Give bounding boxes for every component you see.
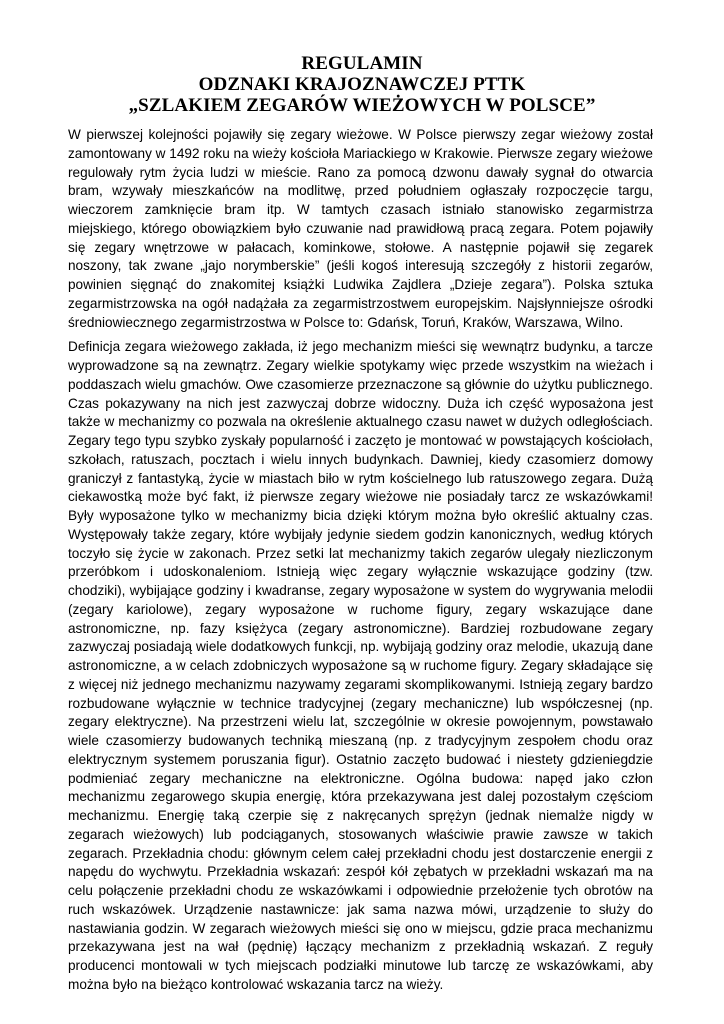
title-line-badge-name: ODZNAKI KRAJOZNAWCZEJ PTTK (198, 74, 526, 95)
paragraph-definition: Definicja zegara wieżowego zakłada, iż jego mechanizm mieści się wewnątrz budynku, a tarcze wyprowadzone są na zewnątrz. Zegary wielkie spotykamy więc przede wszystkim na wieżach i poddaszach wielu gmachów. Owe czasomierze przeznaczone są głównie do użytku publicznego. Czas pokazywany na nich jest zazwyczaj dobrze widoczny. Duża ich część wyposażona jest także w mechanizmy co pozwala na określenie aktualnego czasu nawet w dużych odległościach. Zegary tego typu szybko zyskały popularność i zaczęto je montować w powstających kościołach, szkołach, ratuszach, pocztach i wielu innych budynkach. Dawniej, kiedy czasomierz domowy graniczył z fantastyką, życie w miastach biło w rytm kościelnego lub ratuszowego zegara. Dużą ciekawostką może być fakt, iż pierwsze zegary wieżowe nie posiadały tarcz ze wskazówkami! Były wyposażone tylko w mechanizmy bicia dzięki którym można było określić aktualny czas. Występowały także zegary, które wybijały jedynie siedem godzin kanonicznych, według których toczyło się życie w zakonach. Przez setki lat mechanizmy takich zegarów ulegały niezliczonym przeróbkom i udoskonaleniom. Istnieją więc zegary wyłącznie wskazujące godziny (tzw. chodziki), wybijające godziny i kwadranse, zegary wyposażone w system do wygrywania melodii (zegary kariolowe), zegary wyposażone w ruchome figury, zegary wskazujące dane astronomiczne, np. fazy księżyca (zegary astronomiczne). Bardziej rozbudowane zegary zazwyczaj posiadają wiele dodatkowych funkcji, np. wybijają godziny oraz melodie, ukazują dane astronomiczne, a w celach zdobniczych wyposażone są w ruchome figury. Zegary składające się z więcej niż jednego mechanizmu nazywamy zegarami skomplikowanymi. Istnieją zegary bardzo rozbudowane wyłącznie w technice tradycyjnej (zegary mechaniczne) lub współczesnej (np. zegary elektryczne). Na przestrzeni wielu lat, szczególnie w okresie powojennym, powstawało wiele czasomierzy budowanych techniką mieszaną (np. z tradycyjnym zespołem chodu oraz elektrycznym systemem poruszania figur). Ostatnio zaczęto budować i niestety gdzieniegdzie podmieniać zegary mechaniczne na elektroniczne. Ogólna budowa: napęd jako człon mechanizmu zegarowego skupia energię, która przekazywana jest dalej pozostałym częściom mechanizmu. Energię taką czerpie się z nakręcanych sprężyn (jednak niemalże nigdy w zegarach wieżowych) lub podciąganych, stosowanych właściwie prawie zawsze w takich zegarach. Przekładnia chodu: głównym celem całej przekładni chodu jest dostarczenie energii z napędu do wychwytu. Przekładnia wskazań: zespół kół zębatych w przekładni wskazań ma na celu połączenie przekładni chodu ze wskazówkami i odpowiednie przełożenie tych obrotów na ruch wskazówek. Urządzenie nastawnicze: jak sama nazwa mówi, urządzenie to służy do nastawiania godzin. W zegarach wieżowych mieści się ono w miejscu, gdzie praca mechanizmu przekazywana jest na wał (pędnię) łączący mechanizm z przekładnią wskazań. Z reguły producenci montowali w tych miejscach podziałki minutowe lub tarczę ze wskazówkami, aby można było na bieżąco kontrolować wskazania tarcz na wieży. (68, 339, 653, 992)
paragraph-history: W pierwszej kolejności pojawiły się zegary wieżowe. W Polsce pierwszy zegar wieżowy został zamontowany w 1492 roku na wieży kościoła Mariackiego w Krakowie. Pierwsze zegary wieżowe regulowały rytm życia ludzi w mieście. Rano za pomocą dzwonu dawały sygnał do otwarcia bram, wzywały mieszkańców na modlitwę, przed południem ogłaszały rozpoczęcie targu, wieczorem zamknięcie bram itp. W tamtych czasach istniało stanowisko zegarmistrza miejskiego, którego obowiązkiem było czuwanie nad prawidłową pracą zegara. Potem pojawiły się zegary wnętrzowe w pałacach, kominkowe, stołowe. A następnie pojawił się zegarek noszony, tak zwane „jajo norymberskie” (jeśli kogoś interesują szczegóły z historii zegarów, powinien sięgnąć do znakomitej książki Ludwika Zajdlera „Dzieje zegara”). Polska sztuka zegarmistrzowska na ogół nadążała za zegarmistrzostwem europejskim. Najsłynniejsze ośrodki średniowiecznego zegarmistrzostwa w Polsce to: Gdańsk, Toruń, Kraków, Warszawa, Wilno. (68, 127, 653, 330)
title-line-regulamin: REGULAMIN (301, 53, 423, 74)
title-line-trail-name: „SZLAKIEM ZEGARÓW WIEŻOWYCH W POLSCE” (128, 95, 596, 116)
document-body (68, 126, 653, 1001)
document-title (0, 53, 724, 116)
